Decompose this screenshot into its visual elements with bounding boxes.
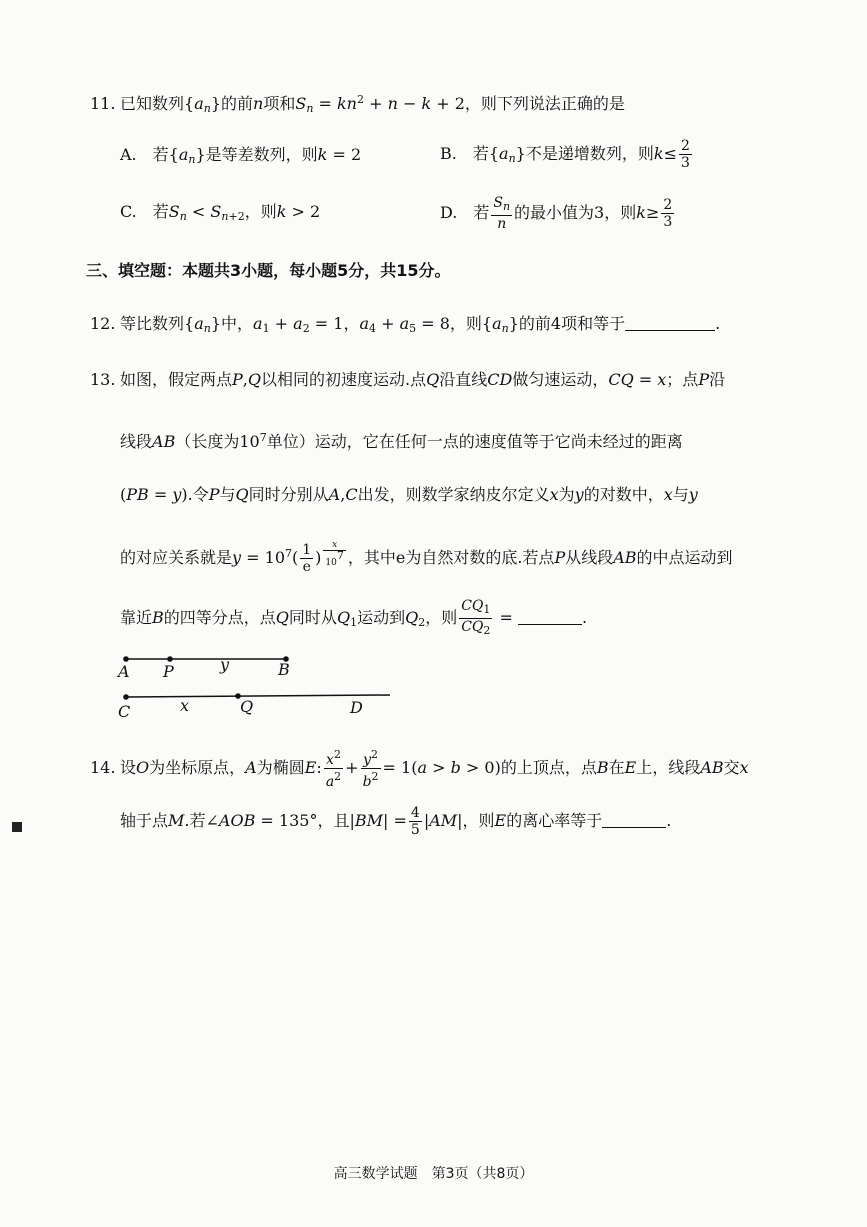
question-13-line-1: 13. 如图，假定两点P,Q以相同的初速度运动.点Q沿直线CD做匀速运动，CQ = x；点P沿 — [90, 370, 726, 389]
answer-blank-12[interactable] — [625, 314, 715, 331]
label-q: Q — [240, 697, 254, 716]
question-11-stem: 11. 已知数列$\{a_n\}$的前n项和$S_n = kn^2 + n - k + 2$，则下列说法正确的是 — [90, 93, 625, 115]
section-3-heading: 三、填空题：本题共3小题，每小题5分，共15分。 — [86, 261, 451, 280]
question-11-option-d: D. 若 $\frac{S_n}{n}$ 的最小值为3，则k≥ $\frac{2}{3}$ — [440, 195, 673, 232]
label-y: y — [220, 655, 230, 674]
question-14-line-1: 14. 设O为坐标原点，A为椭圆E: $\frac{x^2}{a^2}$ + $\frac{y^2}{b^2}$ = 1(a > b > 0)的上顶点，点B在E上，线段AB交x — [90, 748, 749, 790]
napier-figure — [100, 645, 400, 725]
label-x: x — [180, 696, 190, 715]
page-footer: 高三数学试题 第3页（共8页） — [333, 1166, 534, 1182]
question-13-line-4: 的对应关系就是$y = 10^7$( $\frac{1}{e}$ ) $^{\frac{x}{10^7}}$ ，其中e为自然对数的底.若点P从线段AB的中点运动到 — [120, 540, 733, 575]
question-11-option-a: A. 若$\{a_n\}$是等差数列，则k = 2 — [120, 145, 362, 166]
label-b: B — [278, 660, 290, 679]
point-p — [167, 656, 173, 662]
question-12: 12. 等比数列$\{a_n\}$中，$a_1 + a_2 = 1$，$a_4 + a_5 = 8$，则$\{a_n\}$的前4项和等于 . — [90, 314, 721, 335]
label-d: D — [350, 698, 363, 717]
label-a: A — [118, 662, 130, 681]
question-13-line-5: 靠近B的四等分点，点Q同时从$Q_1$运动到$Q_2$，则 $\frac{CQ_1}{CQ_2}$ = . — [120, 598, 588, 637]
point-a — [123, 656, 129, 662]
question-13-line-3: (PB = y).令P与Q同时分别从A,C出发，则数学家纳皮尔定义x为y的对数中，x与y — [120, 485, 698, 504]
question-13-line-2: 线段AB（长度为$10^7$单位）运动，它在任何一点的速度值等于它尚未经过的距离 — [120, 431, 683, 451]
question-11-option-c: C. 若$S_n < S_{n+2}$，则k > 2 — [120, 202, 321, 223]
answer-blank-14[interactable] — [602, 811, 666, 828]
label-c: C — [118, 702, 131, 721]
line-cd — [126, 695, 390, 697]
question-14-line-2: 轴于点M.若∠AOB = 135°，且|BM| = $\frac{4}{5}$ |AM|，则E的离心率等于 . — [120, 805, 672, 838]
question-11-option-b: B. 若$\{a_n\}$不是递增数列，则k≤ $\frac{2}{3}$ — [440, 138, 690, 171]
label-p: P — [163, 662, 174, 681]
scan-marker — [12, 822, 22, 832]
answer-blank-13[interactable] — [518, 608, 582, 625]
point-c — [123, 694, 129, 700]
